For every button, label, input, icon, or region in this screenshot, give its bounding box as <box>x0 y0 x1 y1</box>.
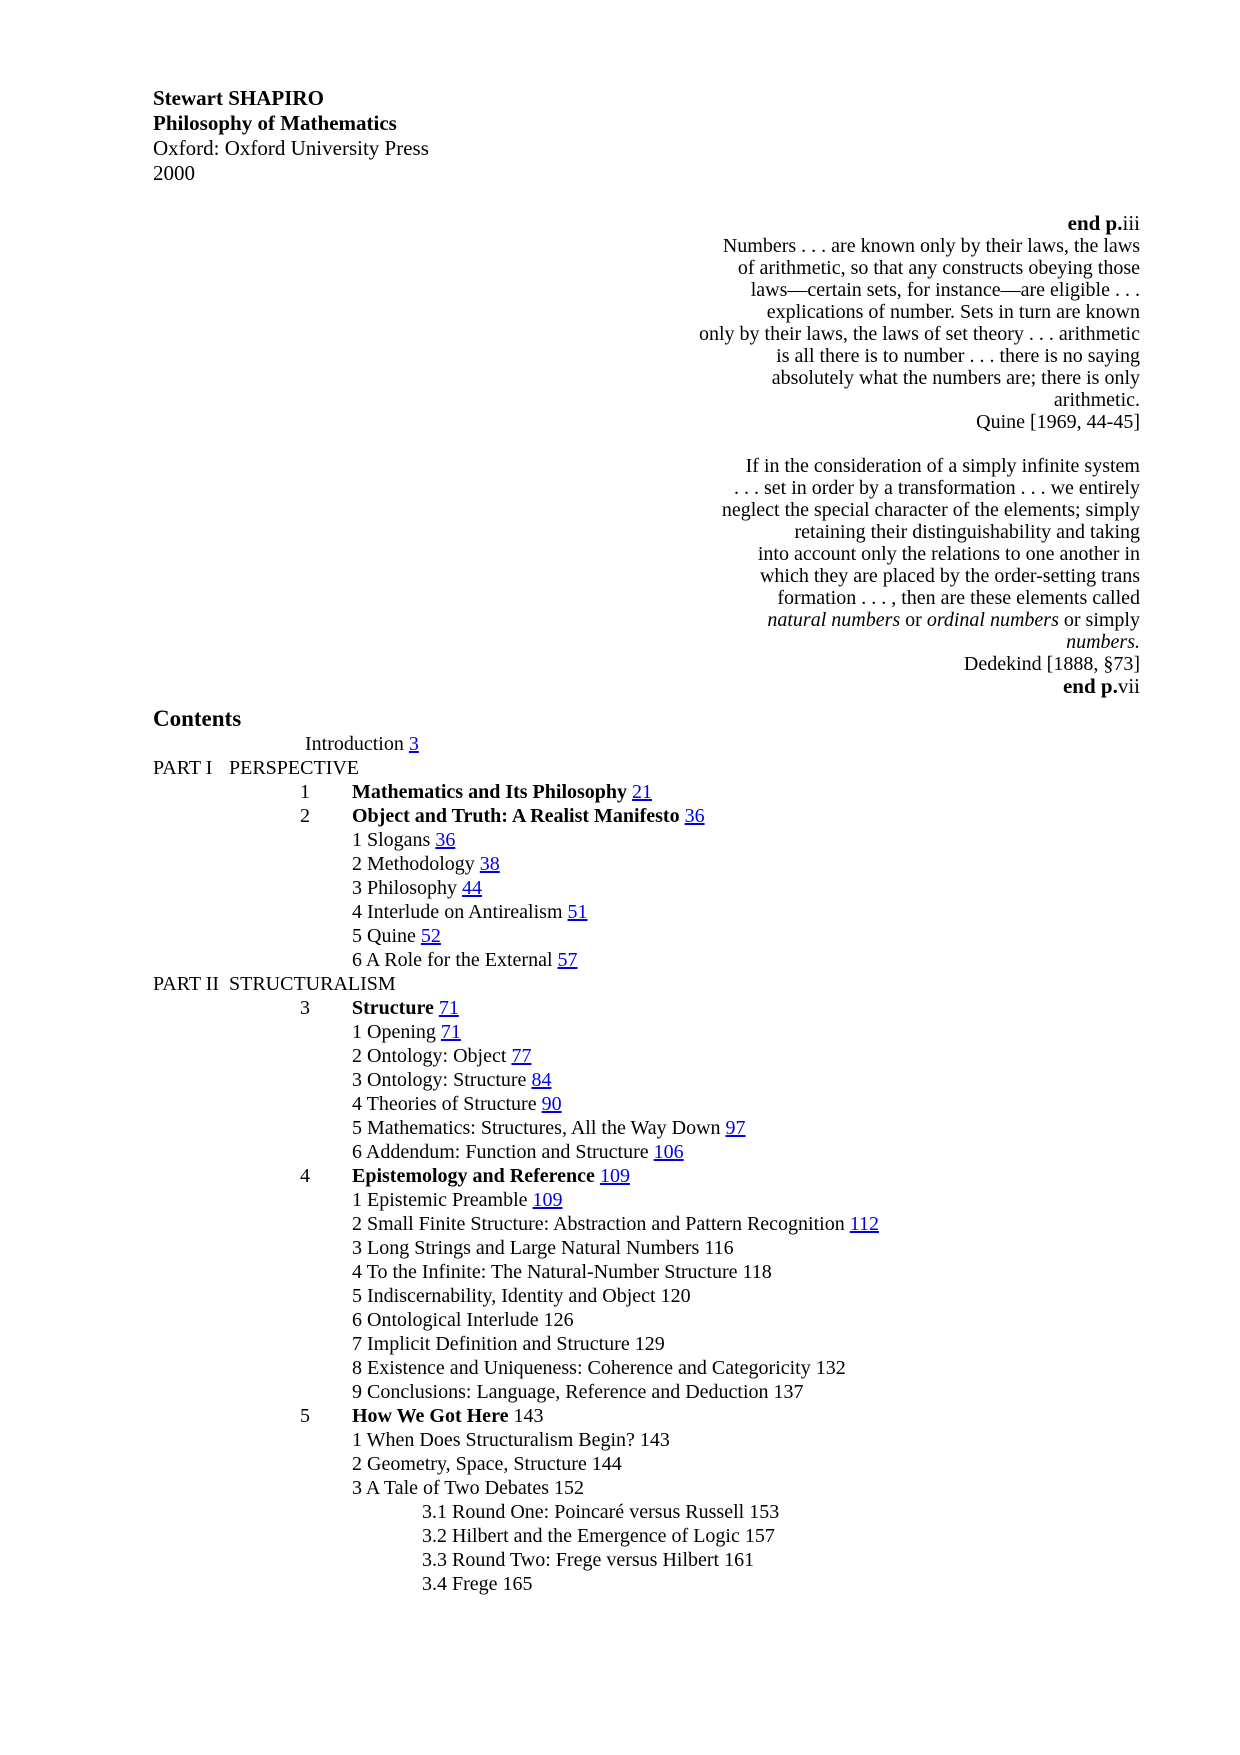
toc-title: 3.2 Hilbert and the Emergence of Logic <box>422 1525 745 1547</box>
quote-gap <box>0 433 1140 455</box>
toc-title: 5 Mathematics: Structures, All the Way Down <box>352 1117 726 1139</box>
toc-entry-section <box>153 1068 1240 1092</box>
toc-entry-section <box>153 1332 1240 1356</box>
toc-page-number: 129 <box>634 1333 665 1355</box>
quote-line: absolutely what the numbers are; there is only <box>771 367 1140 389</box>
chapter-number: 4 <box>300 1165 310 1187</box>
toc-entry-intro <box>153 732 1240 756</box>
chapter-number: 3 <box>300 997 310 1019</box>
page-marker-page: vii <box>1117 674 1140 698</box>
book-author: Stewart SHAPIRO <box>153 86 324 110</box>
toc-page-number: 153 <box>749 1501 780 1523</box>
toc-page-number: 126 <box>543 1309 574 1331</box>
part-title: PERSPECTIVE <box>229 757 360 779</box>
toc-entry-section <box>153 1284 1240 1308</box>
toc-entry-part <box>153 972 1240 996</box>
toc-entry-section <box>153 1092 1240 1116</box>
toc-entry-subsection <box>153 1572 1240 1596</box>
toc-page-number: 161 <box>724 1549 755 1571</box>
page-marker-vii <box>0 675 1140 698</box>
book-title: Philosophy of Mathematics <box>153 111 397 135</box>
quote-line: numbers. <box>1066 631 1140 653</box>
toc-title: 5 Quine <box>352 925 421 947</box>
quote-line: If in the consideration of a simply infinite system <box>745 455 1140 477</box>
toc-page-number[interactable]: 71 <box>438 997 459 1019</box>
toc-page-number[interactable]: 51 <box>567 901 588 923</box>
quote-line: neglect the special character of the elements; simply <box>721 499 1140 521</box>
toc-title: 3 A Tale of Two Debates <box>352 1477 554 1499</box>
quote-line: retaining their distinguishability and taking <box>794 521 1140 543</box>
toc-page-number: 157 <box>744 1525 775 1547</box>
toc-title: 1 Slogans <box>352 829 436 851</box>
book-header <box>153 0 1240 186</box>
toc-entry-section <box>153 1260 1240 1284</box>
toc-page-number[interactable]: 52 <box>420 925 441 947</box>
toc-page-number: 137 <box>773 1381 804 1403</box>
chapter-number: 5 <box>300 1405 310 1427</box>
page-marker-prefix: end p. <box>1067 211 1123 235</box>
toc-page-number[interactable]: 21 <box>632 781 653 803</box>
book-year: 2000 <box>153 161 195 185</box>
toc-title: 4 Theories of Structure <box>352 1093 542 1115</box>
part-label: PART II <box>153 973 220 995</box>
toc-page-number[interactable]: 77 <box>511 1045 532 1067</box>
toc-page-number[interactable]: 84 <box>531 1069 552 1091</box>
toc-entry-chapter <box>153 1404 1240 1428</box>
quote-line: Numbers . . . are known only by their laws, the laws <box>722 235 1140 257</box>
toc-title: Structure <box>352 997 439 1019</box>
quote-line: only by their laws, the laws of set theory . . . arithmetic <box>698 323 1140 345</box>
quine-quote <box>0 235 1140 433</box>
toc-page-number[interactable]: 71 <box>440 1021 461 1043</box>
toc-page-number[interactable]: 36 <box>435 829 456 851</box>
toc-title: 6 Addendum: Function and Structure <box>352 1141 654 1163</box>
quote-line: into account only the relations to one another in <box>757 543 1140 565</box>
toc-entry-subsection <box>153 1548 1240 1572</box>
toc-title: Mathematics and Its Philosophy <box>352 781 633 803</box>
toc-title: How We Got Here <box>352 1405 514 1427</box>
toc-title: 7 Implicit Definition and Structure <box>352 1333 635 1355</box>
chapter-number: 2 <box>300 805 310 827</box>
toc-page-number: 143 <box>513 1405 544 1427</box>
toc-page-number[interactable]: 97 <box>725 1117 746 1139</box>
epigraph-block <box>0 212 1140 698</box>
toc-page-number: 132 <box>815 1357 846 1379</box>
toc-entry-section <box>153 1476 1240 1500</box>
quote-line: which they are placed by the order-setting trans <box>759 565 1140 587</box>
toc-entry-section <box>153 924 1240 948</box>
toc-entry-section <box>153 1020 1240 1044</box>
quote-line: of arithmetic, so that any constructs obeying those <box>737 257 1140 279</box>
toc-entry-section <box>153 1380 1240 1404</box>
toc-entry-section <box>153 828 1240 852</box>
toc-entry-section <box>153 1044 1240 1068</box>
toc-entry-subsection <box>153 1500 1240 1524</box>
toc-title: Epistemology and Reference <box>352 1165 600 1187</box>
toc-entry-section <box>153 1236 1240 1260</box>
toc-title: 3 Ontology: Structure <box>352 1069 532 1091</box>
page-marker-iii <box>0 212 1140 235</box>
quote-attribution: Dedekind [1888, §73] <box>963 653 1140 675</box>
table-of-contents <box>0 732 1240 1596</box>
page-marker-prefix: end p. <box>1062 674 1118 698</box>
toc-page-number: 143 <box>639 1429 670 1451</box>
part-title: STRUCTURALISM <box>229 973 396 995</box>
toc-entry-section <box>153 948 1240 972</box>
toc-title: 1 Epistemic Preamble <box>352 1189 533 1211</box>
toc-page-number[interactable]: 109 <box>532 1189 563 1211</box>
toc-entry-section <box>153 1116 1240 1140</box>
toc-title: 2 Small Finite Structure: Abstraction and Pattern Recognition <box>352 1213 850 1235</box>
toc-title: 4 Interlude on Antirealism <box>352 901 568 923</box>
toc-page-number[interactable]: 38 <box>479 853 500 875</box>
toc-page-number: 165 <box>502 1573 533 1595</box>
toc-entry-section <box>153 900 1240 924</box>
toc-page-number[interactable]: 109 <box>599 1165 630 1187</box>
contents-heading: Contents <box>153 706 242 731</box>
quote-line: explications of number. Sets in turn are known <box>766 301 1140 323</box>
toc-title: 3.4 Frege <box>422 1573 503 1595</box>
toc-title: 2 Ontology: Object <box>352 1045 512 1067</box>
page-marker-page: iii <box>1122 211 1140 235</box>
toc-page-number[interactable]: 36 <box>684 805 705 827</box>
toc-title: 1 When Does Structuralism Begin? <box>352 1429 640 1451</box>
toc-entry-chapter <box>153 1164 1240 1188</box>
toc-title: 6 A Role for the External <box>352 949 558 971</box>
dedekind-quote <box>0 455 1140 675</box>
chapter-number: 1 <box>300 781 310 803</box>
toc-page-number[interactable]: 90 <box>541 1093 562 1115</box>
toc-entry-section <box>153 1308 1240 1332</box>
toc-page-number: 118 <box>742 1261 772 1283</box>
quote-line: formation . . . , then are these elements called <box>777 587 1140 609</box>
book-publisher: Oxford: Oxford University Press <box>153 136 429 160</box>
part-label: PART I <box>153 757 213 779</box>
toc-page-number[interactable]: 44 <box>462 877 483 899</box>
toc-page-number: 116 <box>704 1237 734 1259</box>
toc-title: 9 Conclusions: Language, Reference and Deduction <box>352 1381 774 1403</box>
toc-title: 2 Geometry, Space, Structure <box>352 1453 592 1475</box>
toc-entry-section <box>153 1356 1240 1380</box>
toc-title: 8 Existence and Uniqueness: Coherence and Categoricity <box>352 1357 816 1379</box>
toc-page-number[interactable]: 57 <box>557 949 578 971</box>
toc-title: 3.1 Round One: Poincaré versus Russell <box>422 1501 750 1523</box>
toc-page-number: 120 <box>660 1285 691 1307</box>
toc-title: 3 Philosophy <box>352 877 463 899</box>
toc-entry-section <box>153 876 1240 900</box>
toc-page-number: 144 <box>591 1453 622 1475</box>
toc-entry-chapter <box>153 996 1240 1020</box>
toc-entry-section <box>153 1452 1240 1476</box>
quote-line: arithmetic. <box>1053 389 1140 411</box>
toc-entry-section <box>153 852 1240 876</box>
toc-entry-section <box>153 1188 1240 1212</box>
toc-title: 5 Indiscernability, Identity and Object <box>352 1285 661 1307</box>
toc-page-number[interactable]: 112 <box>849 1213 879 1235</box>
toc-entry-section <box>153 1428 1240 1452</box>
toc-page-number[interactable]: 106 <box>653 1141 684 1163</box>
toc-entry-section <box>153 1140 1240 1164</box>
toc-entry-section <box>153 1212 1240 1236</box>
toc-title: 3 Long Strings and Large Natural Numbers <box>352 1237 705 1259</box>
quote-line: . . . set in order by a transformation . . . we entirely <box>734 477 1140 499</box>
toc-title: 6 Ontological Interlude <box>352 1309 544 1331</box>
toc-page-number: 152 <box>553 1477 584 1499</box>
toc-title: Introduction <box>305 733 409 755</box>
toc-title: 1 Opening <box>352 1021 441 1043</box>
toc-title: 4 To the Infinite: The Natural-Number Structure <box>352 1261 743 1283</box>
toc-title: 3.3 Round Two: Frege versus Hilbert <box>422 1549 725 1571</box>
toc-entry-subsection <box>153 1524 1240 1548</box>
quote-line: is all there is to number . . . there is no saying <box>776 345 1140 367</box>
toc-title: Object and Truth: A Realist Manifesto <box>352 805 685 827</box>
toc-title: 2 Methodology <box>352 853 480 875</box>
toc-page-number[interactable]: 3 <box>408 733 419 755</box>
toc-entry-chapter <box>153 780 1240 804</box>
quote-line: laws—certain sets, for instance—are eligible . . . <box>750 279 1140 301</box>
toc-entry-part <box>153 756 1240 780</box>
quote-attribution: Quine [1969, 44-45] <box>976 411 1140 433</box>
toc-entry-chapter <box>153 804 1240 828</box>
quote-line: natural numbers or ordinal numbers or simply <box>767 609 1140 631</box>
